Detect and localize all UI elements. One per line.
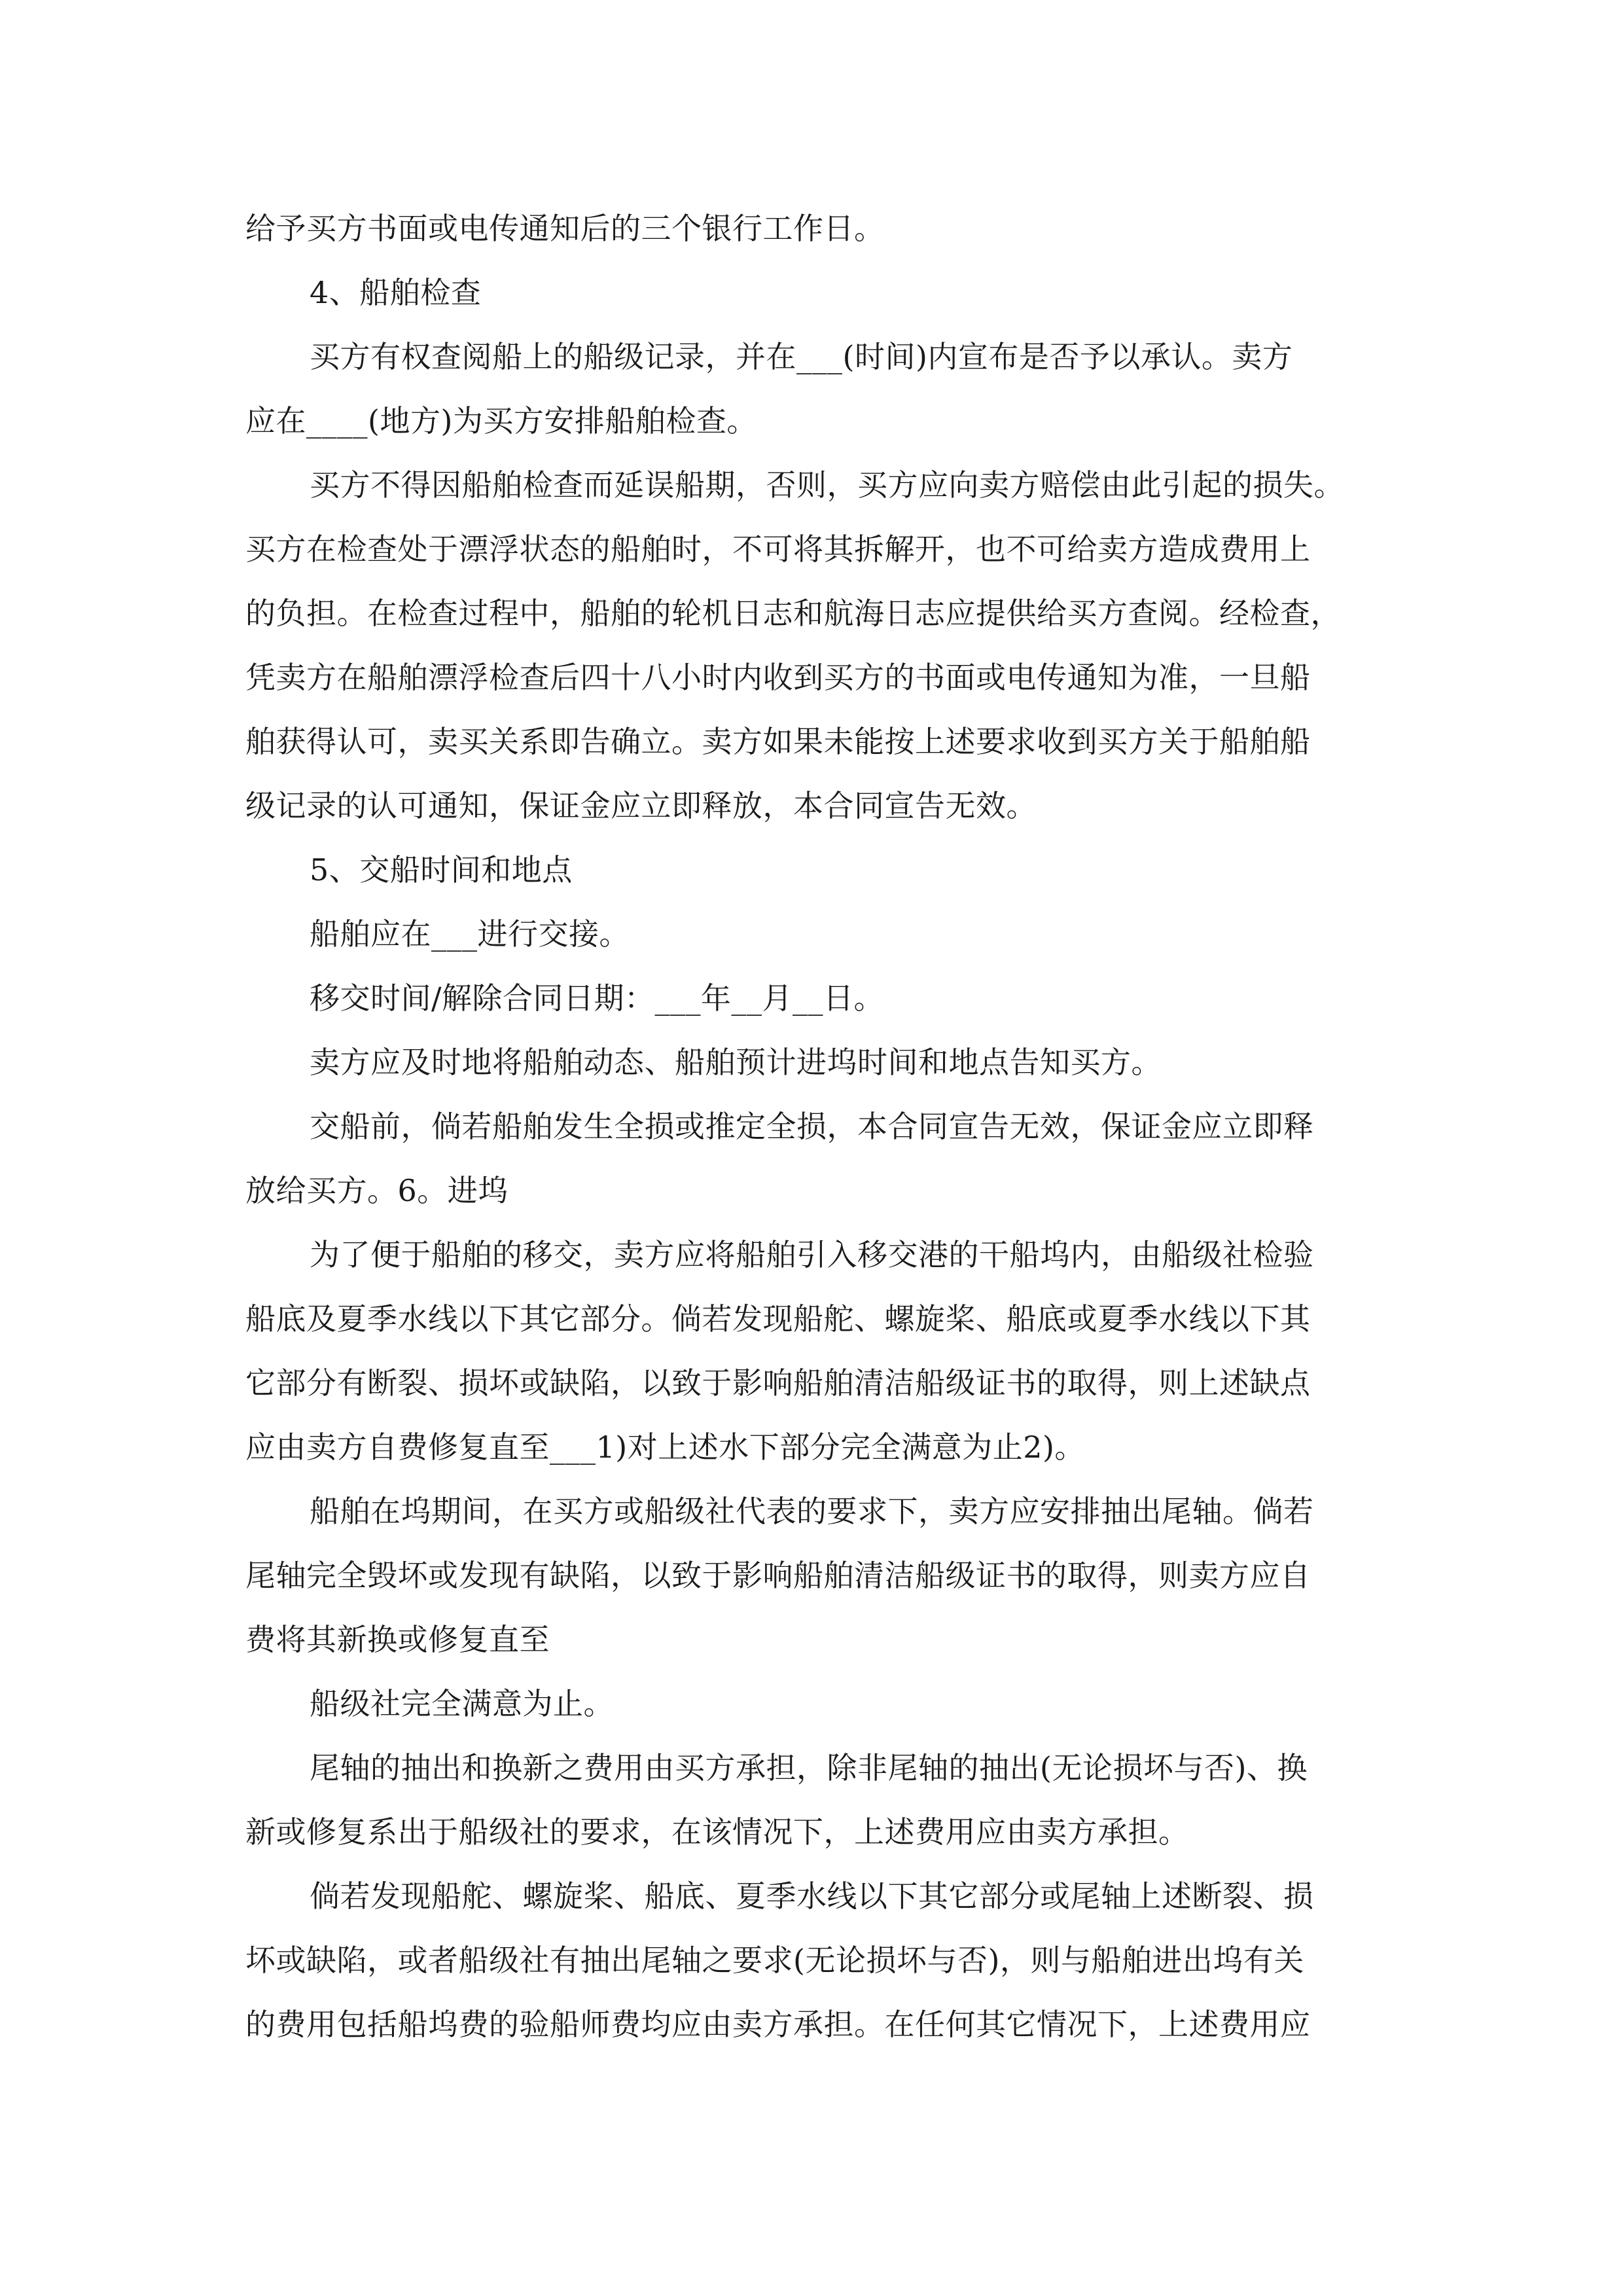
text-line: 坏或缺陷，或者船级社有抽出尾轴之要求(无论损坏与否)，则与船舶进出坞有关: [245, 1943, 1304, 1978]
text-line: 它部分有断裂、损坏或缺陷，以致于影响船舶清洁船级证书的取得，则上述缺点: [245, 1365, 1311, 1401]
text-line: 船舶应在___进行交接。: [310, 916, 630, 952]
text-line: 应在____(地方)为买方安排船舶检查。: [245, 403, 757, 439]
text-line: 费将其新换或修复直至: [245, 1622, 550, 1657]
text-line: 的负担。在检查过程中，船舶的轮机日志和航海日志应提供给买方查阅。经检查，: [245, 596, 1341, 631]
text-line: 凭卖方在船舶漂浮检查后四十八小时内收到买方的书面或电传通知为准，一旦船: [245, 660, 1311, 695]
text-line: 移交时间/解除合同日期：___年__月__日。: [310, 980, 884, 1016]
text-line: 新或修复系出于船级社的要求，在该情况下，上述费用应由卖方承担。: [245, 1814, 1189, 1850]
text-line: 为了便于船舶的移交，卖方应将船舶引入移交港的干船坞内，由船级社检验: [310, 1237, 1314, 1272]
text-line: 船底及夏季水线以下其它部分。倘若发现船舵、螺旋桨、船底或夏季水线以下其: [245, 1301, 1311, 1336]
text-line: 给予买方书面或电传通知后的三个银行工作日。: [245, 211, 885, 246]
section-heading: 4、船舶检查: [310, 275, 482, 310]
text-line: 交船前，倘若船舶发生全损或推定全损，本合同宣告无效，保证金应立即释: [310, 1109, 1314, 1144]
text-line: 舶获得认可，卖买关系即告确立。卖方如果未能按上述要求收到买方关于船舶船: [245, 724, 1311, 759]
text-line: 船级社完全满意为止。: [310, 1686, 614, 1721]
text-line: 买方有权查阅船上的船级记录，并在___(时间)内宣布是否予以承认。卖方: [310, 339, 1293, 374]
text-line: 买方在检查处于漂浮状态的船舶时，不可将其拆解开，也不可给卖方造成费用上: [245, 531, 1311, 567]
text-line: 买方不得因船舶检查而延误船期，否则，买方应向卖方赔偿由此引起的损失。: [310, 467, 1344, 503]
text-line: 倘若发现船舵、螺旋桨、船底、夏季水线以下其它部分或尾轴上述断裂、损: [310, 1878, 1314, 1914]
text-line: 船舶在坞期间，在买方或船级社代表的要求下，卖方应安排抽出尾轴。倘若: [310, 1494, 1314, 1529]
text-line: 卖方应及时地将船舶动态、船舶预计进坞时间和地点告知买方。: [310, 1045, 1162, 1080]
section-heading: 5、交船时间和地点: [310, 852, 573, 888]
text-line: 尾轴完全毁坏或发现有缺陷，以致于影响船舶清洁船级证书的取得，则卖方应自: [245, 1558, 1311, 1593]
text-line: 尾轴的抽出和换新之费用由买方承担，除非尾轴的抽出(无论损坏与否)、换: [310, 1750, 1308, 1785]
text-line: 应由卖方自费修复直至___1)对上述水下部分完全满意为止2)。: [245, 1429, 1085, 1465]
text-line: 的费用包括船坞费的验船师费均应由卖方承担。在任何其它情况下，上述费用应: [245, 2007, 1311, 2042]
text-line: 放给买方。6。进坞: [245, 1173, 508, 1208]
text-line: 级记录的认可通知，保证金应立即释放，本合同宣告无效。: [245, 788, 1037, 823]
document-body: [245, 196, 1381, 2056]
